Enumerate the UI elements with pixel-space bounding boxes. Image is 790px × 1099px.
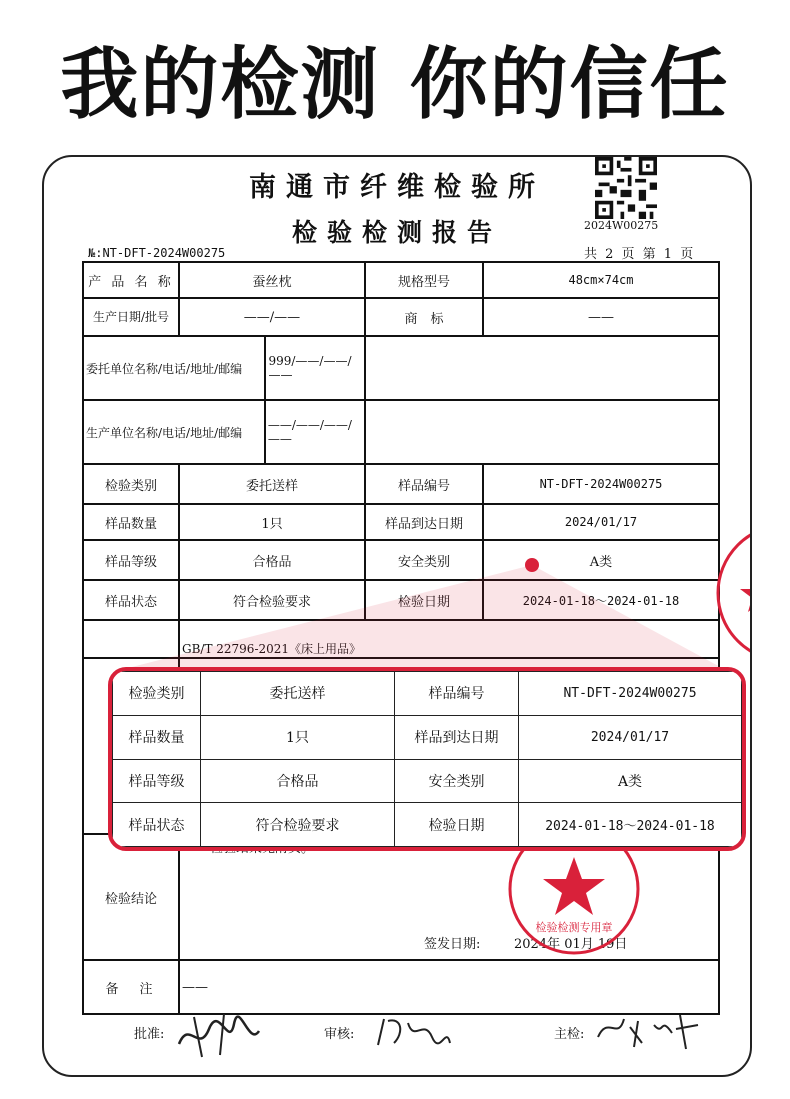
magnified-table	[112, 671, 742, 847]
cell-label: 规格型号	[365, 262, 483, 298]
table-row	[113, 715, 742, 759]
cell-label: 样品数量	[83, 504, 179, 540]
cell-value: 2024-01-18～2024-01-18	[519, 803, 742, 847]
cell-label: 样品到达日期	[395, 715, 519, 759]
issue-date-label: 签发日期:	[424, 937, 481, 952]
cell-value: ——/——	[179, 298, 365, 336]
institution-name: 南通市纤维检验所	[249, 172, 545, 203]
cell-value: 符合检验要求	[201, 803, 395, 847]
cell-label: 委托单位名称/电话/地址/邮编	[86, 361, 243, 376]
cell-label: 样品状态	[113, 803, 201, 847]
cell-value: ——	[483, 298, 719, 336]
cell-label: 样品等级	[113, 759, 201, 803]
main-inspector-label: 主检:	[554, 1027, 585, 1042]
cell-value: 合格品	[179, 540, 365, 580]
cell-label: 备 注	[83, 960, 179, 1014]
cell-value: 48cm×74cm	[483, 262, 719, 298]
review-label: 审核:	[324, 1027, 355, 1042]
cell-label: 检验结论	[83, 834, 179, 960]
cell-label: 安全类别	[395, 759, 519, 803]
cell-value: ——/——/——/——	[264, 401, 364, 463]
standard-text: GB/T 22796-2021《床上用品》	[179, 620, 719, 658]
approve-label: 批准:	[134, 1027, 165, 1042]
cell-label: 安全类别	[365, 540, 483, 580]
approve-signature-icon	[174, 1009, 264, 1059]
issue-date: 2024年 01月 19日	[514, 937, 628, 952]
cell-label: 样品到达日期	[365, 504, 483, 540]
headline: 我的检测 你的信任	[60, 40, 730, 130]
cell-label: 生产日期/批号	[83, 298, 179, 336]
cell-value: A类	[519, 759, 742, 803]
cell-value: A类	[483, 540, 719, 580]
cell-label: 检验类别	[113, 672, 201, 716]
cell-label: 产 品 名 称	[83, 262, 179, 298]
cell-value: NT-DFT-2024W00275	[519, 672, 742, 716]
magnified-detail-box	[108, 667, 746, 851]
cell-label: 样品编号	[395, 672, 519, 716]
cell-value: 委托送样	[179, 464, 365, 504]
main-signature-icon	[594, 1007, 704, 1053]
cell-value: NT-DFT-2024W00275	[483, 464, 719, 504]
cell-label: 商 标	[365, 298, 483, 336]
stamp-partial-icon	[712, 523, 752, 673]
cell-value: 2024/01/17	[483, 504, 719, 540]
report-title: 检验检测报告	[291, 218, 502, 247]
cell-label: 检验日期	[365, 580, 483, 620]
cell-label: 检验类别	[83, 464, 179, 504]
cell-value: 2024/01/17	[519, 715, 742, 759]
table-row	[113, 759, 742, 803]
cell-value: 999/——/——/——	[264, 337, 364, 399]
table-row	[113, 672, 742, 716]
cell-label: 样品编号	[365, 464, 483, 504]
review-signature-icon	[374, 1013, 454, 1053]
zoom-indicator	[44, 157, 750, 1075]
cell-label: 样品数量	[113, 715, 201, 759]
cell-value: 合格品	[201, 759, 395, 803]
highlight-dot	[525, 558, 539, 572]
cell-value: 符合检验要求	[179, 580, 365, 620]
report-card	[42, 155, 752, 1077]
table-row	[113, 803, 742, 847]
stamp-sub-text: 检验检测专用章	[535, 921, 613, 934]
cell-value: ——	[179, 960, 719, 1014]
cell-value: 1只	[179, 504, 365, 540]
cell-value: 1只	[201, 715, 395, 759]
cell-label: 生产单位名称/电话/地址/邮编	[86, 425, 243, 440]
qr-code-number: 2024W00275	[584, 219, 659, 232]
cell-label: 样品等级	[83, 540, 179, 580]
cell-value: 2024-01-18～2024-01-18	[483, 580, 719, 620]
cell-value: 蚕丝枕	[179, 262, 365, 298]
cell-label: 检验日期	[395, 803, 519, 847]
cell-value: 委托送样	[201, 672, 395, 716]
cell-label: 样品状态	[83, 580, 179, 620]
report-number: №:NT-DFT-2024W00275	[88, 246, 226, 260]
page-info: 共 2 页 第 1 页	[584, 247, 696, 262]
